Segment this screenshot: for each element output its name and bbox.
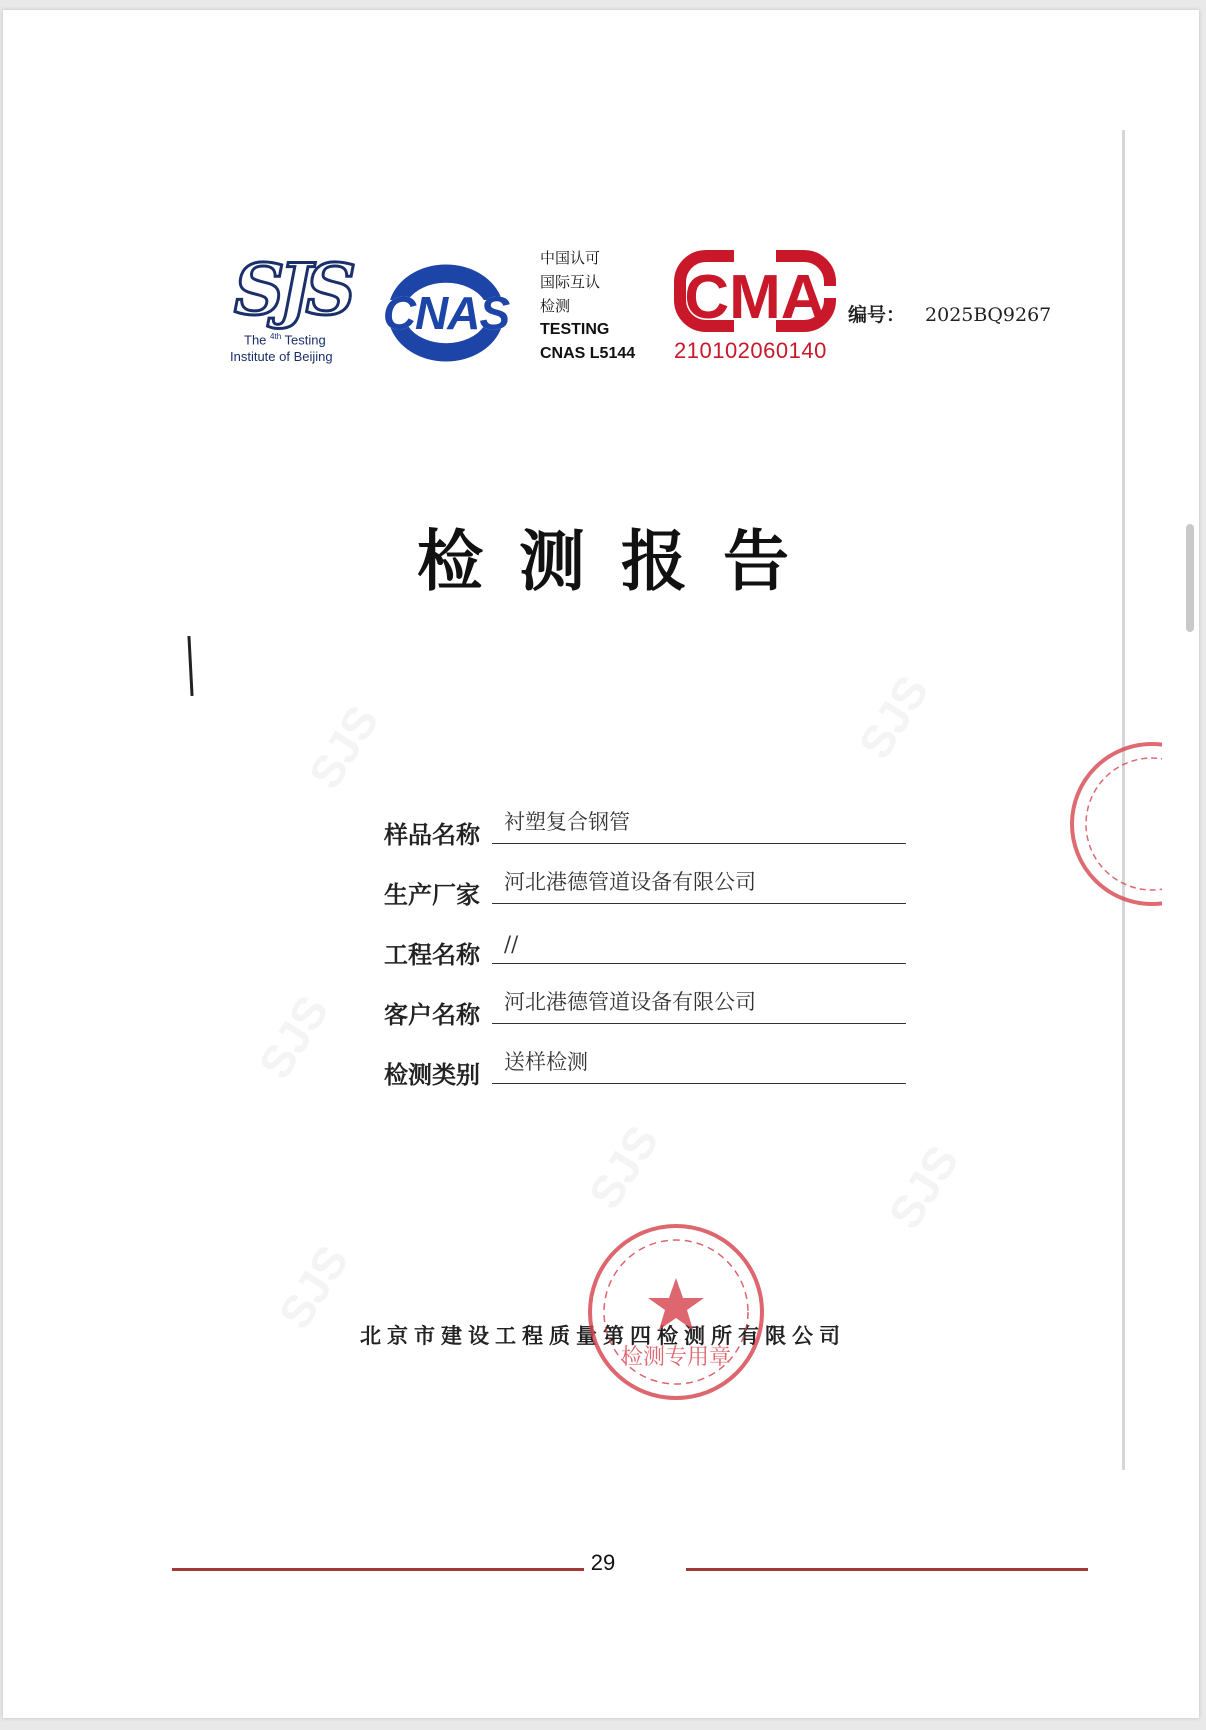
field-label: 生产厂家	[384, 880, 480, 909]
seal-text: 检测专用章	[620, 1345, 732, 1370]
cnas-logo	[372, 256, 520, 368]
report-title: 检测报告	[417, 522, 825, 600]
field-underline	[492, 963, 906, 964]
sjs-logo	[228, 250, 356, 370]
field-value: 送样检测	[504, 1050, 588, 1074]
cnas-info-line: CNAS L5144	[540, 345, 636, 362]
cma-logo-text: CMA	[684, 263, 826, 332]
field-value: 衬塑复合钢管	[504, 810, 630, 834]
field-underline	[492, 843, 906, 844]
serial-label: 编号：	[848, 304, 906, 326]
field-test-category	[384, 1030, 906, 1090]
field-label: 检测类别	[384, 1060, 480, 1089]
sjs-logo-line2: Institute of Beijing	[230, 349, 333, 364]
cnas-info-line: 国际互认	[540, 273, 601, 291]
field-sample-name	[384, 790, 906, 850]
company-name: 北京市建设工程质量第四检测所有限公司	[360, 1324, 846, 1348]
field-underline	[492, 903, 906, 904]
field-client-name	[384, 970, 906, 1030]
field-value: 河北港德管道设备有限公司	[504, 990, 756, 1014]
official-seal-icon	[584, 1220, 768, 1404]
cnas-logo-text: CNAS	[382, 287, 510, 339]
sjs-logo-letters: SJS	[234, 248, 351, 331]
field-label: 工程名称	[384, 940, 480, 969]
field-underline	[492, 1023, 906, 1024]
field-value: 河北港德管道设备有限公司	[504, 870, 756, 894]
cma-number: 210102060140	[674, 338, 827, 363]
partial-seal-icon	[1062, 736, 1162, 912]
footer-rule-right	[686, 1568, 1088, 1571]
report-info-fields	[384, 790, 906, 1090]
cnas-accreditation-info	[540, 246, 635, 366]
serial-value: 2025BQ9267	[925, 304, 1052, 326]
sjs-logo-line1: The $^{4th}$ Testing	[244, 332, 326, 348]
field-manufacturer	[384, 850, 906, 910]
field-project-name	[384, 910, 906, 970]
field-underline	[492, 1083, 906, 1084]
cma-logo	[674, 250, 836, 370]
field-label: 客户名称	[384, 1000, 480, 1029]
field-label: 样品名称	[384, 820, 480, 849]
field-value: //	[504, 932, 519, 956]
page-number: 29	[590, 1550, 616, 1575]
cnas-info-line: 检测	[540, 297, 571, 315]
cnas-info-line: TESTING	[540, 321, 610, 338]
cnas-info-line: 中国认可	[540, 249, 601, 267]
cma-logo-mark	[674, 250, 836, 340]
report-serial	[848, 300, 1051, 327]
